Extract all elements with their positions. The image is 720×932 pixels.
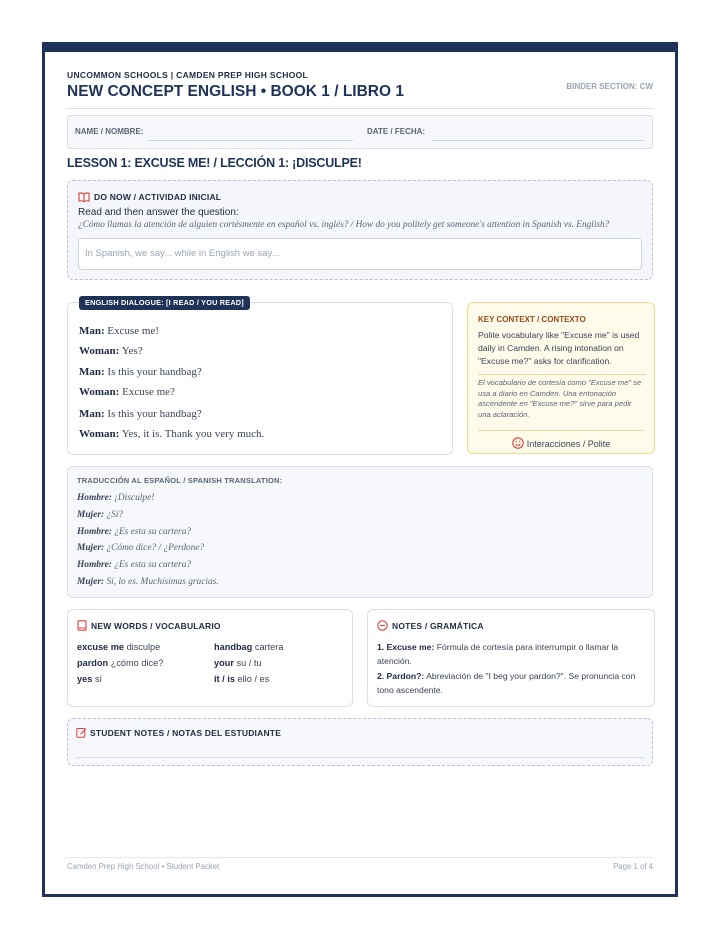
do-now-section	[67, 180, 653, 280]
dialogue-line: Woman: Yes, it is. Thank you very much.	[79, 428, 265, 440]
vocab-item: yes sí	[77, 674, 103, 684]
dialogue-box	[67, 302, 453, 455]
note-item: 2. Pardon?: Abreviación de "I beg your pardon?". Se pronuncia con tono ascendente.	[377, 671, 636, 695]
context-title: KEY CONTEXT / CONTEXTO	[478, 315, 586, 324]
translation-section	[67, 466, 653, 598]
vocab-item: your su / tu	[214, 658, 262, 668]
notes-heading	[377, 620, 484, 631]
student-notes-section[interactable]	[67, 718, 653, 766]
context-body: Polite vocabulary like "Excuse me" is used daily in Camden. A rising intonation on "Excuse me?" asks for clarification.	[478, 330, 640, 366]
translation-line: Mujer: ¿Cómo dice? / ¿Perdone?	[77, 543, 205, 553]
vocabulary-heading-text: NEW WORDS / VOCABULARIO	[91, 621, 221, 631]
vocab-item: pardon ¿cómo dice?	[77, 658, 164, 668]
do-now-heading-text: DO NOW / ACTIVIDAD INICIAL	[94, 192, 222, 202]
grammar-notes-section	[367, 609, 655, 707]
dialogue-tag: ENGLISH DIALOGUE: [I READ / YOU READ]	[79, 296, 250, 310]
note-item: 1. Excuse me: Fórmula de cortesía para interrumpir o llamar la atención.	[377, 642, 619, 666]
footer-divider	[67, 857, 653, 858]
vocab-item: it / is ello / es	[214, 674, 270, 684]
dialogue-line: Man: Excuse me!	[79, 325, 160, 337]
book-icon	[78, 192, 90, 202]
circle-warning-icon	[377, 620, 388, 631]
date-field[interactable]	[432, 140, 644, 141]
context-tag	[478, 430, 644, 449]
header-divider	[67, 108, 653, 109]
dialogue-line: Woman: Yes?	[79, 345, 143, 357]
do-now-heading	[78, 192, 221, 202]
answer-placeholder: In Spanish, we say... while in English we say...	[85, 248, 280, 259]
translation-line: Hombre: ¿Es esta su cartera?	[77, 527, 192, 537]
translation-line: Hombre: ¿Es esta su cartera?	[77, 560, 192, 570]
page-frame	[42, 42, 678, 897]
page-content	[67, 52, 653, 894]
key-context-box	[467, 302, 655, 454]
do-now-answer-field[interactable]	[78, 238, 642, 270]
dialogue-line: Woman: Excuse me?	[79, 386, 175, 398]
page-title: NEW CONCEPT ENGLISH • BOOK 1 / LIBRO 1	[67, 83, 404, 100]
footer-left: Camden Prep High School • Student Packet	[67, 862, 220, 871]
context-body-es: El vocabulario de cortesía como "Excuse me" se usa a diario en Camden. Una entonación ascendente en "Excuse me?" sirve para pedir una aclaración.	[478, 374, 646, 420]
vocabulary-section	[67, 609, 353, 707]
do-now-question: ¿Cómo llamas la atención de alguien cortésmente en español vs. inglés? / How do you politely get someone's attention in Spanish vs. English?	[78, 220, 610, 230]
dialogue-line: Man: Is this your handbag?	[79, 366, 202, 378]
dialogue-line: Man: Is this your handbag?	[79, 408, 202, 420]
student-notes-heading-text: STUDENT NOTES / NOTAS DEL ESTUDIANTE	[90, 728, 282, 738]
date-label: DATE / FECHA:	[367, 127, 426, 136]
context-tag-text: Interacciones / Polite	[526, 439, 611, 449]
vocab-item: excuse me disculpe	[77, 642, 161, 652]
vocab-item: handbag cartera	[214, 642, 284, 652]
smile-icon	[512, 437, 524, 449]
binder-section: BINDER SECTION: CW	[566, 82, 653, 91]
vocabulary-heading	[77, 620, 221, 631]
edit-icon	[76, 727, 87, 738]
do-now-prompt: Read and then answer the question:	[78, 207, 239, 218]
translation-line: Mujer: ¿Sí?	[77, 510, 124, 520]
name-label: NAME / NOMBRE:	[75, 127, 144, 136]
translation-line: Hombre: ¡Disculpe!	[77, 493, 155, 503]
vocab-book-icon	[77, 620, 87, 631]
name-date-bar	[67, 115, 653, 149]
school-name: UNCOMMON SCHOOLS | CAMDEN PREP HIGH SCHOOL	[67, 70, 309, 80]
name-field[interactable]	[148, 140, 353, 141]
translation-line: Mujer: Sí, lo es. Muchísimas gracias.	[77, 577, 219, 587]
page-number: Page 1 of 4	[613, 862, 653, 871]
student-notes-heading	[76, 727, 281, 738]
lesson-title: LESSON 1: EXCUSE ME! / LECCIÓN 1: ¡DISCULPE!	[67, 156, 362, 170]
notes-line	[76, 757, 644, 758]
notes-heading-text: NOTES / GRAMÁTICA	[392, 621, 484, 631]
translation-heading: TRADUCCIÓN AL ESPAÑOL / SPANISH TRANSLATION:	[77, 476, 283, 485]
